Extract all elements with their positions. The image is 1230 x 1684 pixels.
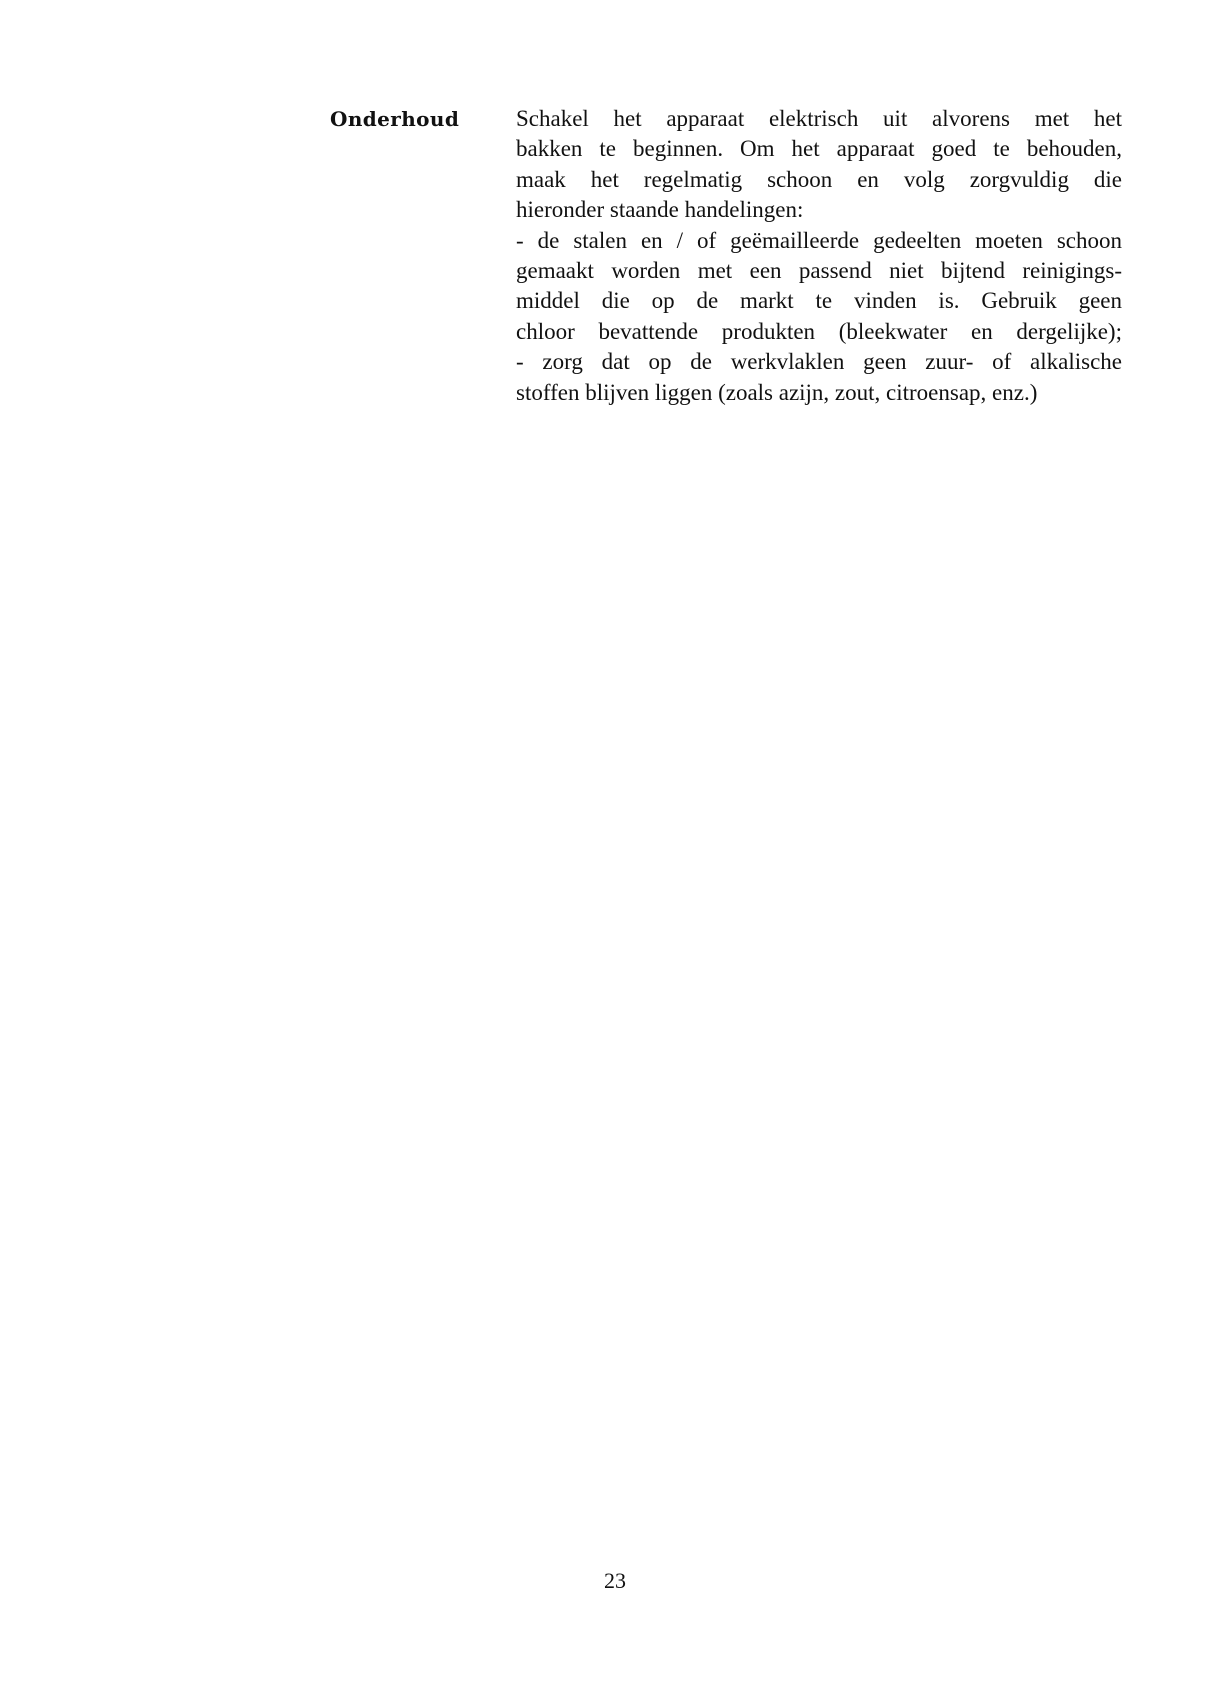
body-line: hieronder staande handelingen: — [516, 197, 804, 223]
body-line: maak het regelmatig schoon en volg zorgvuldig die — [516, 166, 1122, 192]
body-line: - de stalen en / of geëmailleerde gedeelten moeten schoon — [516, 227, 1122, 253]
body-line: bakken te beginnen. Om het apparaat goed te behouden, — [516, 136, 1122, 162]
body-line: gemaakt worden met een passend niet bijtend reinigings- — [516, 257, 1122, 283]
body-line: chloor bevattende produkten (bleekwater en dergelijke); — [516, 318, 1122, 344]
body-line: - zorg dat op de werkvlaklen geen zuur- of alkalische — [516, 349, 1122, 375]
body-paragraph — [516, 104, 1122, 408]
section-heading: Onderhoud — [330, 107, 460, 131]
page-number: 23 — [604, 1568, 626, 1593]
body-line: middel die op de markt te vinden is. Gebruik geen — [516, 288, 1122, 314]
body-line: Schakel het apparaat elektrisch uit alvorens met het — [516, 106, 1122, 131]
body-line: stoffen blijven liggen (zoals azijn, zout, citroensap, enz.) — [516, 379, 1038, 405]
